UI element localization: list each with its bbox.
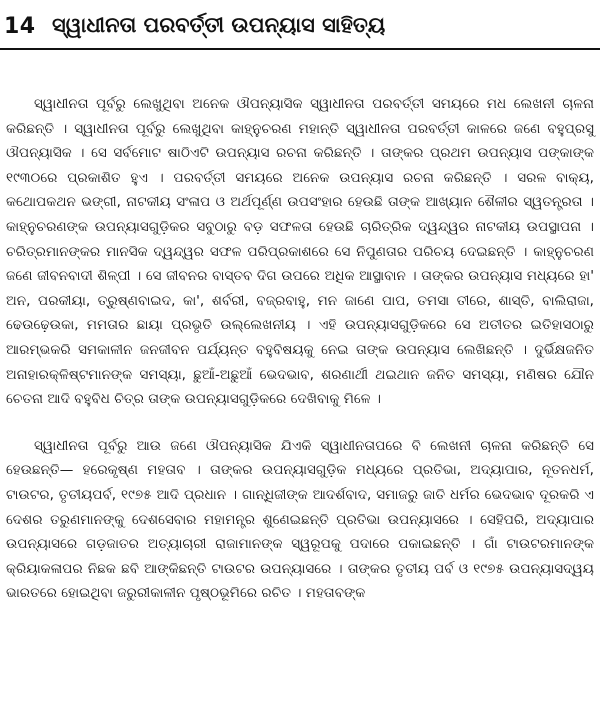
paragraph-1: ସ୍ୱାଧୀନତା ପୂର୍ବରୁ ଲେଖୁଥିବା ଅନେକ ଔପନ୍ୟାସିକ ସ୍ୱାଧୀନତା ପରବର୍ତ୍ତୀ ସମୟରେ ମଧ ଲେଖନୀ ଚାଳନା କରିଛନ୍ତି । ସ୍ୱାଧୀନତା ପୂର୍ବରୁ ଲେଖୁଥିବା କାହ୍ନୁଚରଣ ମହାନ୍ତି ସ୍ୱାଧୀନତା ପରବର୍ତ୍ତୀ କାଳରେ ଜଣେ ବହୁପ୍ରସୁ ଔପନ୍ୟାସିକ । ସେ ସର୍ବମୋଟ ଷାଠିଏଟି ଉପନ୍ୟାସ ରଚନା କରିଛନ୍ତି । ତାଙ୍କର ପ୍ରଥମ ଉପନ୍ୟାସ ପଙ୍କାଙ୍କ ୧୯୩୦ରେ ପ୍ରକାଶିତ ହୁଏ । ପରବର୍ତ୍ତୀ ସମୟରେ ଅନେକ ଉପନ୍ୟାସ ରଚନା କରିଛନ୍ତି । ସରଳ ବାକ୍ୟ, କଥୋପକଥନ ଭଙ୍ଗୀ, ନାଟକୀୟ ସଂଳାପ ଓ ଅର୍ଥପୂର୍ଣ୍ଣ ଉପସଂହାର ହେଉଛି ତାଙ୍କ ଆଖ୍ୟାନ ଶୈଳୀର ସ୍ୱତନ୍ତ୍ରତା । କାହ୍ନୁଚରଣଙ୍କ ଉପନ୍ୟାସଗୁଡ଼ିକର ସବୁଠାରୁ ବଡ଼ ସଫଳତା ହେଉଛି ଚାରିତ୍ରିକ ଦ୍ୱନ୍ଦ୍ୱର ନାଟକୀୟ ଉପସ୍ଥାପନା । ଚରିତ୍ରମାନଙ୍କର ମାନସିକ ଦ୍ୱନ୍ଦ୍ୱର ସଫଳ ପରିପ୍ରକାଶରେ ସେ ନିପୁଣତାର ପରିଚୟ ଦେଇଛନ୍ତି । କାହ୍ନୁଚରଣ ଜଣେ ଜୀବନବାଦୀ ଶିଳ୍ପୀ । ସେ ଜୀବନର ବାସ୍ତବ ଦିଗ ଉପରେ ଅଧିକ ଆସ୍ଥାବାନ । ତାଙ୍କର ଉପନ୍ୟାସ ମଧ୍ୟରେ ହା' ଅନ, ପରକୀୟା, ତ୍ରୁଷ୍ଣବାଇଦ, କା', ଶର୍ବରୀ, ବଜ୍ରବାହୁ, ମନ ଜାଣେ ପାପ, ତମସା ତୀରେ, ଶାସ୍ତି, ବାଲିରାଜା, ଢେଉଢ଼େଉକା, ମମତାର ଛାୟା ପ୍ରଭୃତି ଉଲ୍ଲେଖନୀୟ । ଏହି ଉପନ୍ୟାସଗୁଡ଼ିକରେ ସେ ଅତୀତର ଇତିହାସଠାରୁ ଆରମ୍ଭକରି ସମକାଳୀନ ଜନଜୀବନ ପର୍ଯ୍ୟନ୍ତ ବହୁବିଷୟକୁ ନେଇ ତାଙ୍କ ଉପନ୍ୟାସ ଲେଖିଛନ୍ତି । ଦୁର୍ଭିକ୍ଷଜନିତ ଅନାହାରକ୍ଳିଷ୍ଟମାନଙ୍କ ସମସ୍ୟା, ଛୁଆଁ-ଅଛୁଆଁ ଭେଦଭାବ, ଶରଣାର୍ଥୀ ଥଇଥାନ ଜନିତ ସମସ୍ୟା, ମଣିଷର ଯୌନ ଚେତନା ଆଦି ବହୁବିଧ ଚିତ୍ର ତାଙ୍କ ଉପନ୍ୟାସଗୁଡ଼ିକରେ ଦେଖିବାକୁ ମିଳେ । [6,96,594,408]
paragraph-2: ସ୍ୱାଧୀନତା ପୂର୍ବରୁ ଆଉ ଜଣେ ଔପନ୍ୟାସିକ ଯିଏକି ସ୍ୱାଧୀନତାପରେ ବି ଲେଖନୀ ଚାଳନା କରିଛନ୍ତି ସେ ହେଉଛନ୍ତି— ହରେକୃଷ୍ଣ ମହତାବ । ତାଙ୍କର ଉପନ୍ୟାସଗୁଡ଼ିକ ମଧ୍ୟରେ ପ୍ରତିଭା, ଅଦ୍ୟାପାର, ନୂତନଧର୍ମ, ଟାଉଟର, ତୃତୀୟପର୍ବ, ୧୯୭୫ ଆଦି ପ୍ରଧାନ । ଗାନ୍ଧିଜୀଙ୍କ ଆଦର୍ଶବାଦ, ସମାଜରୁ ଜାତି ଧର୍ମର ଭେଦଭାବ ଦୂରକରି ଏ ଦେଶର ତରୁଣମାନଙ୍କୁ ଦେଶସେବାର ମହାମନ୍ତ୍ର ଶୁଣେଇଛନ୍ତି ପ୍ରତିଭା ଉପନ୍ୟାସରେ । ସେହିପରି, ଅଦ୍ୟାପାର ଉପନ୍ୟାସରେ ଗଡ଼ଜାତର ଅତ୍ୟାଚାରୀ ରାଜାମାନଙ୍କ ସ୍ୱରୂପକୁ ପଦାରେ ପକାଇଛନ୍ତି । ଗାଁ ଟାଉଟରମାନଙ୍କ କ୍ରିୟାକଳାପର ନିଛକ ଛବି ଆଙ୍କିଛନ୍ତି ଟାଉଟର ଉପନ୍ୟାସରେ । ତାଙ୍କର ତୃତୀୟ ପର୍ବ ଓ ୧୯୭୫ ଉପନ୍ୟାସଦ୍ୱୟ ଭାରତରେ ହୋଇଥିବା ଜରୁରୀକାଳୀନ ପୃଷ୍ଠଭୂମିରେ ରଚିତ । ମହତାବଙ୍କ [6,437,594,602]
running-title: ସ୍ୱାଧୀନତା ପରବର୍ତ୍ତୀ ଉପନ୍ୟାସ ସାହିତ୍ୟ [52,13,386,37]
page-number: 14 [4,14,36,39]
header-rule [0,48,600,50]
body-text [6,92,594,606]
page-header [0,0,600,50]
